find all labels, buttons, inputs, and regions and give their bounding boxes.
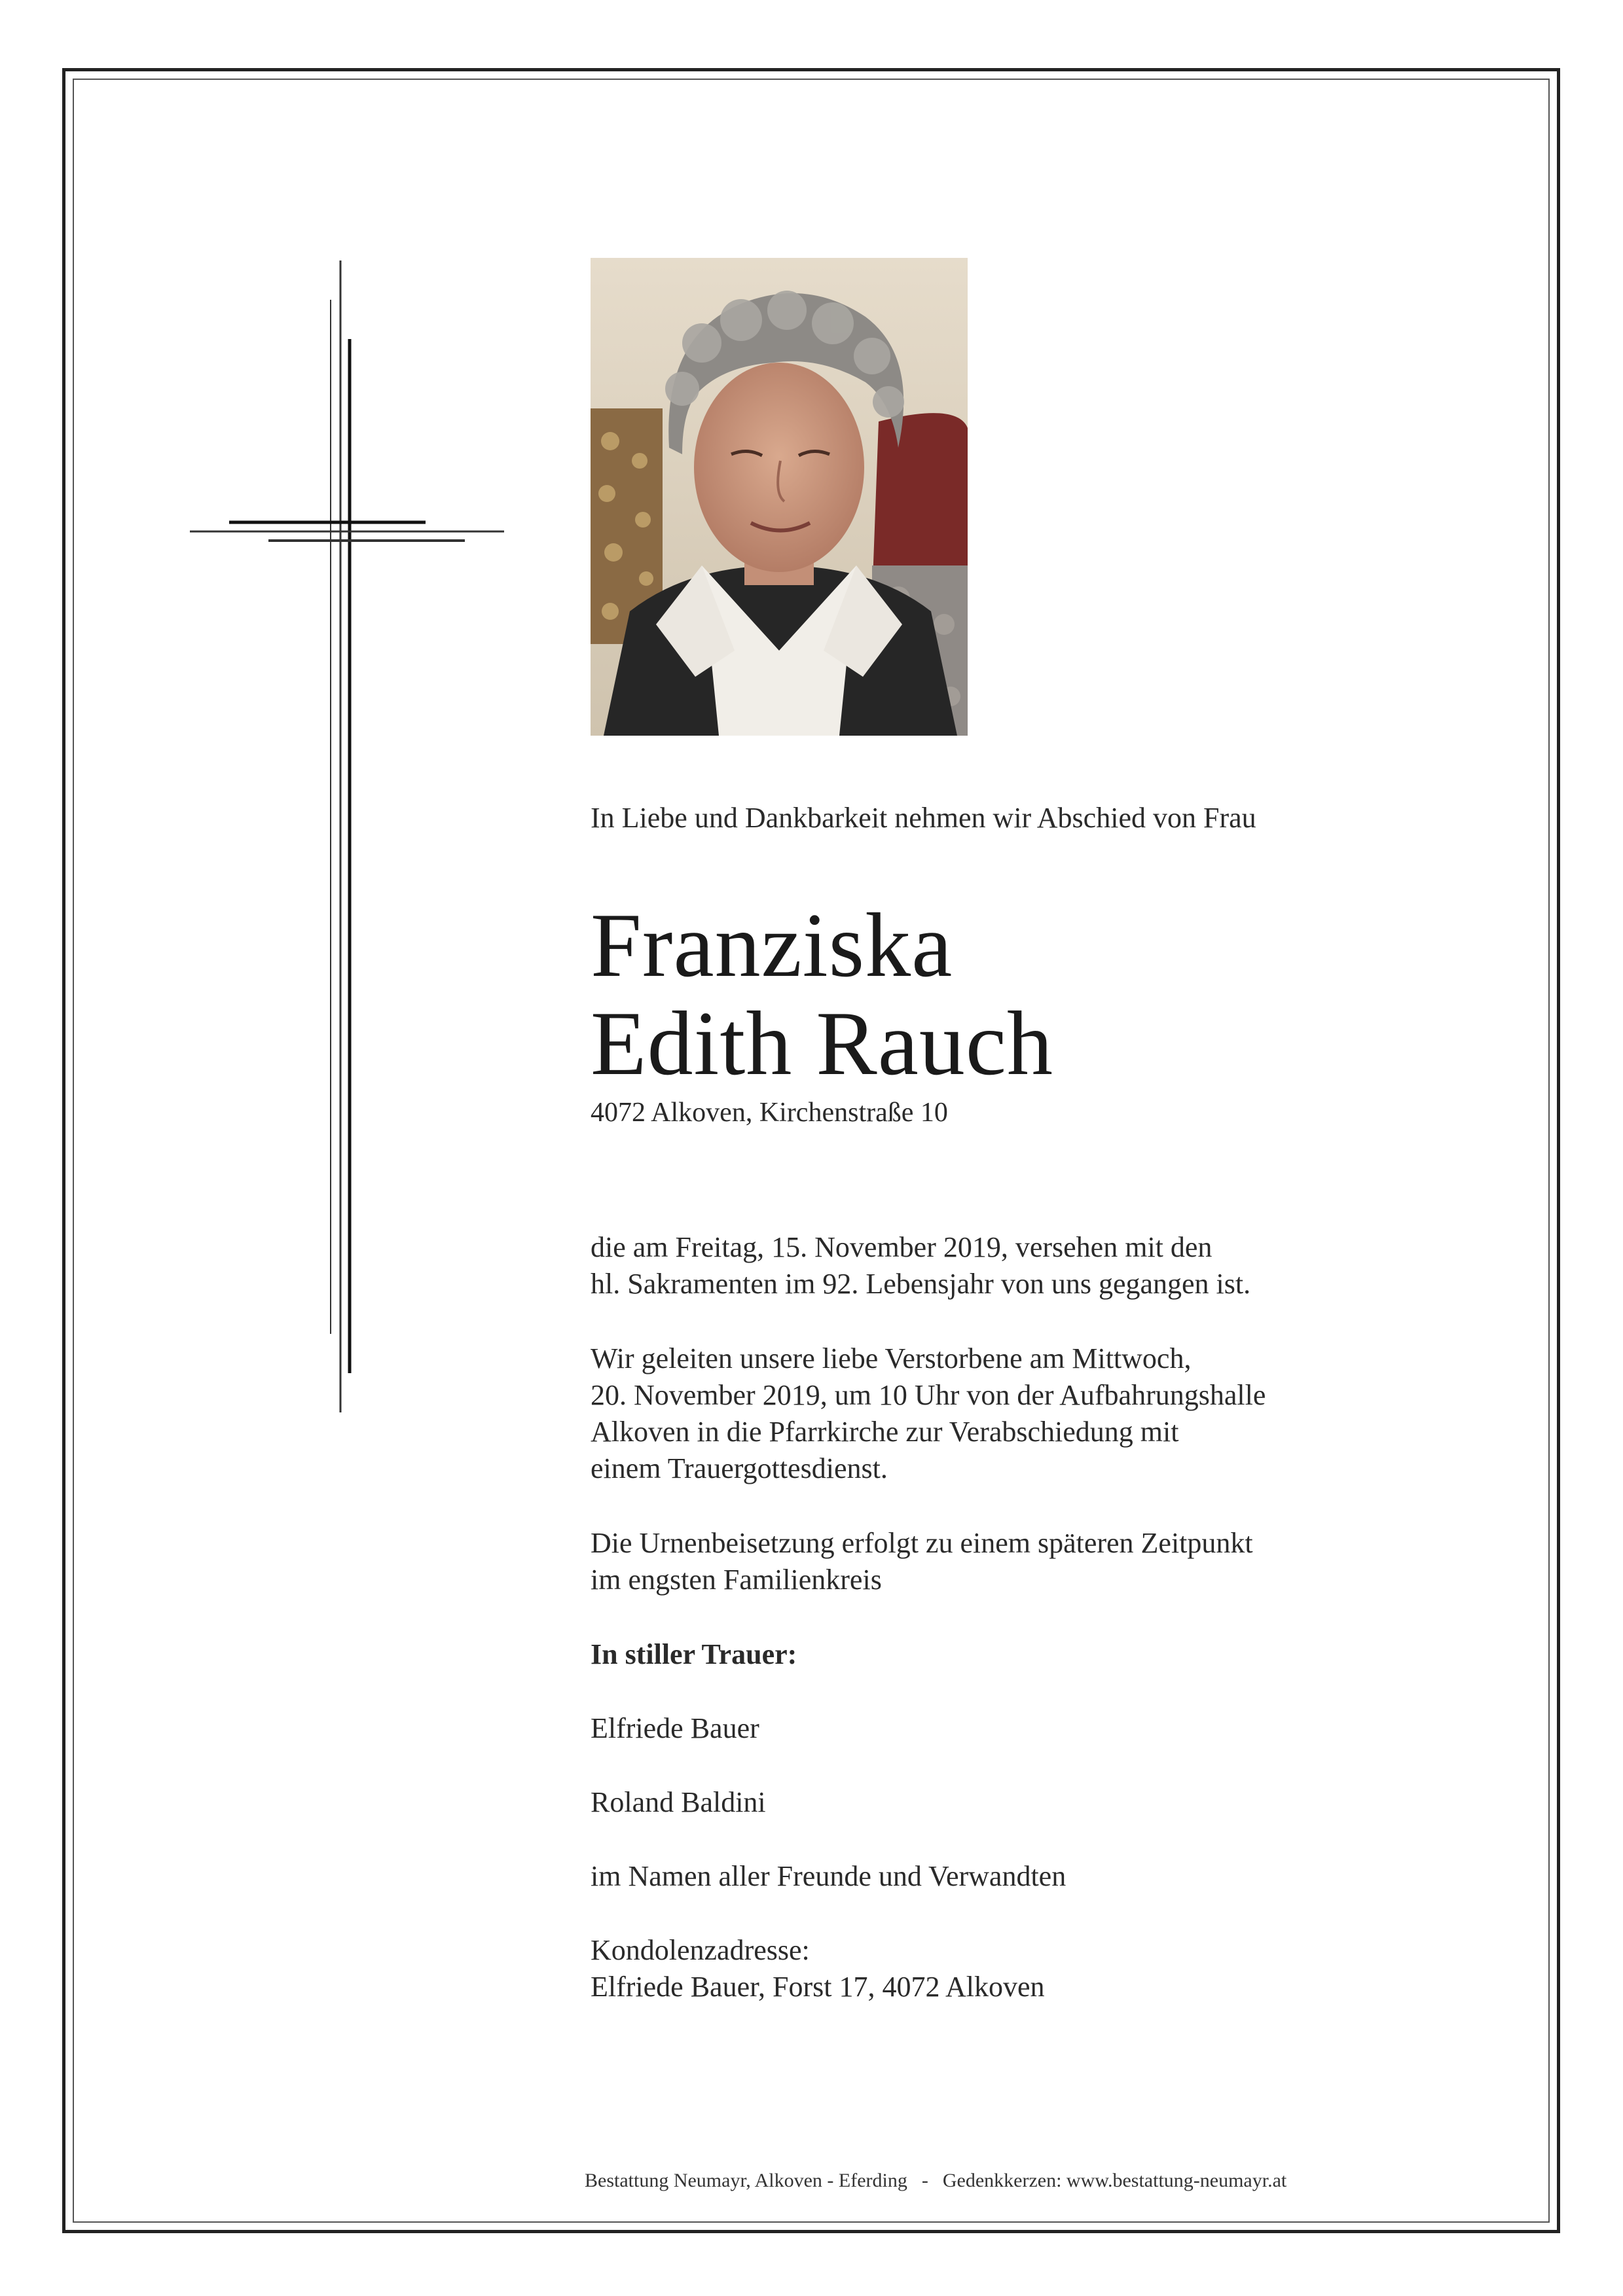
condolence-block — [591, 1932, 1409, 2005]
paragraph-line: die am Freitag, 15. November 2019, versehen mit den — [591, 1231, 1213, 1263]
mourner-name: Elfriede Bauer — [591, 1712, 759, 1744]
footer — [585, 2168, 1554, 2194]
deceased-name — [591, 897, 1409, 1093]
paragraph-line: im engsten Familienkreis — [591, 1564, 882, 1596]
paragraph-line: Wir geleiten unsere liebe Verstorbene am Mittwoch, — [591, 1342, 1192, 1374]
paragraph-line: 20. November 2019, um 10 Uhr von der Aufbahrungshalle — [591, 1379, 1266, 1411]
mourners-closing: im Namen aller Freunde und Verwandten — [591, 1860, 1067, 1892]
deceased-address: 4072 Alkoven, Kirchenstraße 10 — [591, 1098, 948, 1128]
mourner-name: Roland Baldini — [591, 1786, 766, 1818]
condolence-label: Kondolenzadresse: — [591, 1934, 810, 1966]
footer-separator: - — [921, 2170, 928, 2191]
paragraph-line: einem Trauergottesdienst. — [591, 1452, 888, 1484]
funeral-details-paragraph — [591, 1340, 1409, 1487]
urn-burial-paragraph — [591, 1525, 1409, 1598]
cross-icon — [190, 260, 504, 1412]
condolence-address: Elfriede Bauer, Forst 17, 4072 Alkoven — [591, 1971, 1045, 2003]
footer-company: Bestattung Neumayr, Alkoven - Eferding — [585, 2170, 907, 2191]
name-line-first: Franziska — [591, 895, 953, 996]
intro-text: In Liebe und Dankbarkeit nehmen wir Abschied von Frau — [591, 802, 1256, 834]
paragraph-line: Die Urnenbeisetzung erfolgt zu einem späteren Zeitpunkt — [591, 1527, 1253, 1559]
name-line-second: Edith Rauch — [591, 993, 1053, 1094]
portrait-photo — [591, 258, 968, 736]
paragraph-line: Alkoven in die Pfarrkirche zur Verabschiedung mit — [591, 1416, 1179, 1448]
mourners-heading: In stiller Trauer: — [591, 1638, 797, 1670]
footer-website: Gedenkkerzen: www.bestattung-neumayr.at — [942, 2170, 1287, 2191]
paragraph-line: hl. Sakramenten im 92. Lebensjahr von uns gegangen ist. — [591, 1268, 1251, 1300]
death-notice-paragraph — [591, 1229, 1409, 1302]
